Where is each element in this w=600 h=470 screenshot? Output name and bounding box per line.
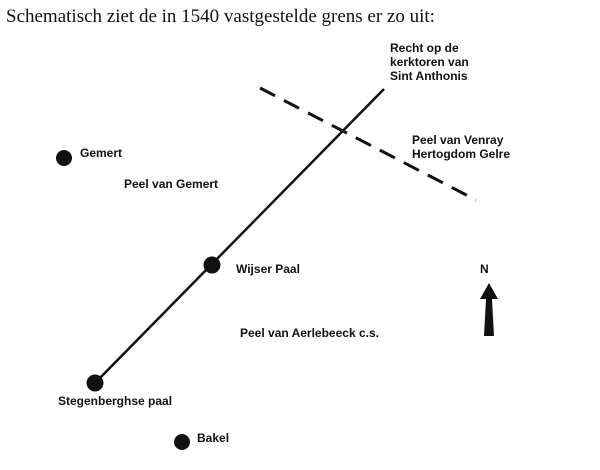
annotation-line-3: Sint Anthonis (390, 69, 468, 83)
compass-north-label: N (480, 262, 489, 276)
label-peel-van-venray (412, 133, 510, 161)
annotation-sint-anthonis (390, 41, 469, 83)
annotation-line-1: Recht op de (390, 41, 459, 55)
label-stegenberghse-paal: Stegenberghse paal (58, 394, 173, 408)
north-arrow-icon (480, 283, 498, 336)
label-bakel: Bakel (197, 431, 230, 445)
label-peel-van-gemert: Peel van Gemert (124, 177, 219, 191)
peel-van-venray-line-1: Peel van Venray (412, 133, 504, 147)
label-gemert: Gemert (80, 146, 123, 160)
peel-van-venray-line-2: Hertogdom Gelre (412, 147, 511, 161)
annotation-line-2: kerktoren van (390, 55, 469, 69)
label-wijser-paal: Wijser Paal (236, 262, 300, 276)
diagram-heading: Schematisch ziet de in 1540 vastgestelde grens er zo uit: (6, 6, 435, 27)
gemert-dot (56, 150, 72, 166)
label-peel-van-aerlebeeck: Peel van Aerlebeeck c.s. (240, 326, 379, 340)
wijser-paal-dot (204, 257, 221, 274)
bakel-dot (174, 434, 190, 450)
stegenberghse-paal-dot (87, 375, 104, 392)
